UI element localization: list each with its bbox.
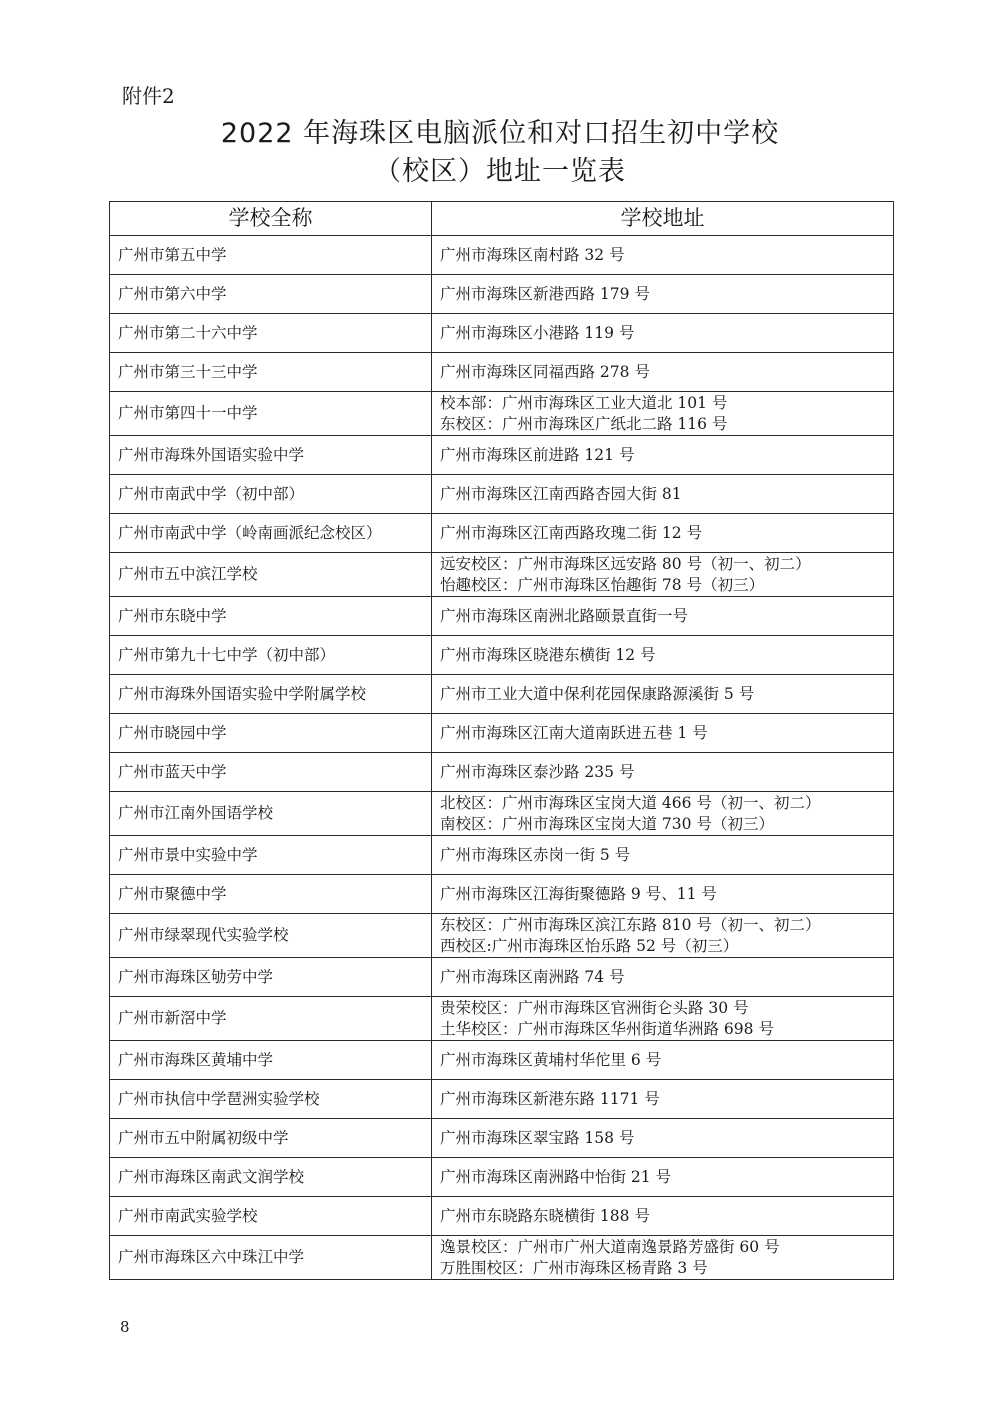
table-row — [110, 1158, 894, 1197]
attachment-label: 附件2 — [122, 84, 175, 108]
table-row — [110, 553, 894, 597]
school-name-cell: 广州市第三十三中学 — [110, 353, 432, 392]
page-number: 8 — [120, 1318, 130, 1336]
school-address-cell — [432, 636, 894, 675]
address-line: 贵荣校区：广州市海珠区官洲街仑头路 30 号 — [440, 998, 749, 1017]
school-name-cell: 广州市南武实验学校 — [110, 1197, 432, 1236]
school-address-cell — [432, 436, 894, 475]
document-title-line-2: （校区）地址一览表 — [374, 156, 626, 187]
table-row — [110, 436, 894, 475]
table-row — [110, 1041, 894, 1080]
school-name-cell: 广州市南武中学（岭南画派纪念校区） — [110, 514, 432, 553]
school-address-cell — [432, 875, 894, 914]
address-line: 逸景校区：广州市广州大道南逸景路芳盛街 60 号 — [440, 1237, 780, 1256]
school-address-cell — [432, 553, 894, 597]
table-row — [110, 236, 894, 275]
school-name-cell: 广州市执信中学琶洲实验学校 — [110, 1080, 432, 1119]
address-line: 广州市海珠区江海街聚德路 9 号、11 号 — [440, 884, 717, 903]
school-name-cell: 广州市南武中学（初中部） — [110, 475, 432, 514]
address-line: 广州市海珠区泰沙路 235 号 — [440, 762, 635, 781]
address-line: 广州市海珠区同福西路 278 号 — [440, 362, 650, 381]
school-name-cell: 广州市海珠外国语实验中学 — [110, 436, 432, 475]
school-name-cell: 广州市海珠外国语实验中学附属学校 — [110, 675, 432, 714]
school-name-cell: 广州市第九十七中学（初中部） — [110, 636, 432, 675]
table-row — [110, 475, 894, 514]
table-row — [110, 714, 894, 753]
school-name-cell: 广州市景中实验中学 — [110, 836, 432, 875]
table-row — [110, 914, 894, 958]
address-line: 广州市东晓路东晓横街 188 号 — [440, 1206, 650, 1225]
school-address-cell — [432, 997, 894, 1041]
table-row — [110, 1119, 894, 1158]
table-row — [110, 514, 894, 553]
address-line: 广州市海珠区新港东路 1171 号 — [440, 1089, 660, 1108]
school-name-cell: 广州市五中滨江学校 — [110, 553, 432, 597]
school-address-cell — [432, 236, 894, 275]
school-address-cell — [432, 475, 894, 514]
school-name-cell: 广州市海珠区劬劳中学 — [110, 958, 432, 997]
address-line: 广州市海珠区江南西路杏园大街 81 — [440, 484, 682, 503]
address-line: 土华校区：广州市海珠区华州街道华洲路 698 号 — [440, 1019, 774, 1038]
address-line: 广州市海珠区前进路 121 号 — [440, 445, 635, 464]
school-address-cell — [432, 753, 894, 792]
address-line: 广州市海珠区小港路 119 号 — [440, 323, 635, 342]
address-line: 广州市海珠区江南西路玫瑰二街 12 号 — [440, 523, 703, 542]
table-row — [110, 875, 894, 914]
school-name-cell: 广州市第五中学 — [110, 236, 432, 275]
school-address-cell — [432, 714, 894, 753]
address-line: 广州市海珠区新港西路 179 号 — [440, 284, 650, 303]
school-address-table — [109, 201, 894, 1280]
school-address-cell — [432, 792, 894, 836]
school-address-cell — [432, 914, 894, 958]
table-row — [110, 636, 894, 675]
address-line: 万胜围校区：广州市海珠区杨青路 3 号 — [440, 1258, 708, 1277]
table-row — [110, 353, 894, 392]
school-name-cell: 广州市东晓中学 — [110, 597, 432, 636]
school-name-cell: 广州市江南外国语学校 — [110, 792, 432, 836]
school-name-cell: 广州市海珠区六中珠江中学 — [110, 1236, 432, 1280]
header-school-name: 学校全称 — [110, 202, 432, 236]
table-row — [110, 314, 894, 353]
school-name-cell: 广州市五中附属初级中学 — [110, 1119, 432, 1158]
address-line: 广州市工业大道中保利花园保康路源溪街 5 号 — [440, 684, 755, 703]
school-name-cell: 广州市聚德中学 — [110, 875, 432, 914]
school-name-cell: 广州市海珠区黄埔中学 — [110, 1041, 432, 1080]
school-address-cell — [432, 314, 894, 353]
table-row — [110, 1197, 894, 1236]
school-address-cell — [432, 1197, 894, 1236]
table-row — [110, 997, 894, 1041]
address-line: 广州市海珠区晓港东横街 12 号 — [440, 645, 656, 664]
address-line: 东校区：广州市海珠区滨江东路 810 号（初一、初二） — [440, 915, 821, 934]
address-line: 广州市海珠区赤岗一街 5 号 — [440, 845, 631, 864]
address-line: 远安校区：广州市海珠区远安路 80 号（初一、初二） — [440, 554, 811, 573]
address-line: 广州市海珠区黄埔村华佗里 6 号 — [440, 1050, 662, 1069]
school-address-cell — [432, 597, 894, 636]
school-address-cell — [432, 1158, 894, 1197]
address-line: 广州市海珠区南洲北路颐景直街一号 — [440, 606, 689, 625]
school-name-cell: 广州市新滘中学 — [110, 997, 432, 1041]
table-row — [110, 792, 894, 836]
school-name-cell: 广州市绿翠现代实验学校 — [110, 914, 432, 958]
table-row — [110, 1236, 894, 1280]
school-address-cell — [432, 836, 894, 875]
table-row — [110, 597, 894, 636]
address-line: 广州市海珠区翠宝路 158 号 — [440, 1128, 635, 1147]
school-name-cell: 广州市蓝天中学 — [110, 753, 432, 792]
school-address-cell — [432, 1041, 894, 1080]
school-name-cell: 广州市第二十六中学 — [110, 314, 432, 353]
table-row — [110, 275, 894, 314]
school-name-cell: 广州市第四十一中学 — [110, 392, 432, 436]
address-line: 怡趣校区：广州市海珠区怡趣街 78 号（初三） — [440, 575, 765, 594]
school-address-cell — [432, 675, 894, 714]
school-address-cell — [432, 1236, 894, 1280]
address-line: 西校区:广州市海珠区怡乐路 52 号（初三） — [440, 936, 739, 955]
header-school-address: 学校地址 — [432, 202, 894, 236]
document-title-line-1: 2022 年海珠区电脑派位和对口招生初中学校 — [220, 118, 780, 149]
address-line: 广州市海珠区南洲路 74 号 — [440, 967, 625, 986]
address-line: 广州市海珠区南洲路中怡街 21 号 — [440, 1167, 672, 1186]
table-row — [110, 392, 894, 436]
address-line: 广州市海珠区江南大道南跃进五巷 1 号 — [440, 723, 708, 742]
table-row — [110, 675, 894, 714]
address-line: 东校区：广州市海珠区广纸北二路 116 号 — [440, 414, 728, 433]
school-address-cell — [432, 1119, 894, 1158]
school-address-cell — [432, 275, 894, 314]
address-line: 校本部：广州市海珠区工业大道北 101 号 — [440, 393, 728, 412]
table-row — [110, 753, 894, 792]
school-name-cell: 广州市海珠区南武文润学校 — [110, 1158, 432, 1197]
school-address-cell — [432, 392, 894, 436]
table-header-row — [110, 202, 894, 236]
school-address-cell — [432, 353, 894, 392]
address-line: 南校区：广州市海珠区宝岗大道 730 号（初三） — [440, 814, 774, 833]
school-address-cell — [432, 958, 894, 997]
table-row — [110, 836, 894, 875]
table-body — [110, 236, 894, 1280]
school-name-cell: 广州市晓园中学 — [110, 714, 432, 753]
address-line: 北校区：广州市海珠区宝岗大道 466 号（初一、初二） — [440, 793, 821, 812]
school-name-cell: 广州市第六中学 — [110, 275, 432, 314]
school-address-cell — [432, 514, 894, 553]
table-row — [110, 1080, 894, 1119]
address-line: 广州市海珠区南村路 32 号 — [440, 245, 625, 264]
school-address-cell — [432, 1080, 894, 1119]
table-row — [110, 958, 894, 997]
